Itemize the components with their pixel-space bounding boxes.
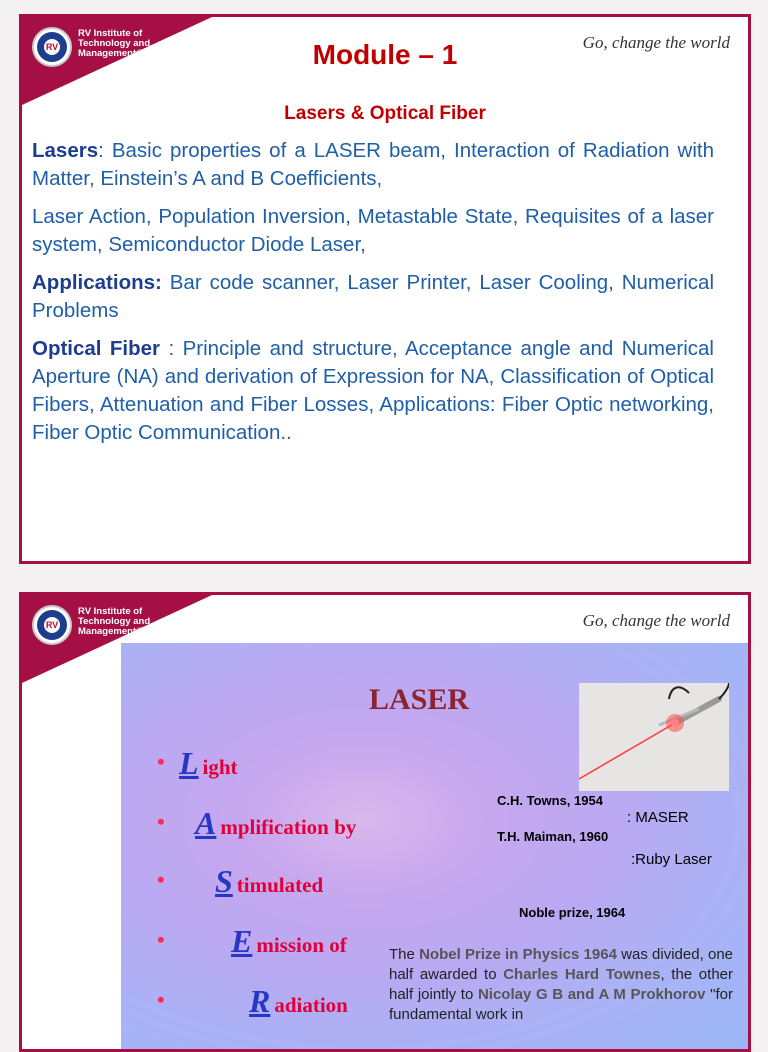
acronym-line-a: Amplification by xyxy=(195,805,357,841)
paragraph-applications: Applications: Bar code scanner, Laser Printer, Laser Cooling, Numerical Problems xyxy=(32,271,714,322)
bullet: • xyxy=(157,867,165,892)
laser-slide-panel xyxy=(121,643,751,1052)
slide-module-1 xyxy=(19,14,751,564)
slide-laser-acronym xyxy=(19,592,751,1052)
paragraph-laser-action: Laser Action, Population Inversion, Metastable State, Requisites of a laser system, Semiconductor Diode Laser, xyxy=(32,205,714,256)
note-maser: : MASER xyxy=(627,809,689,826)
laser-heading: LASER xyxy=(369,683,470,716)
note-ruby: :Ruby Laser xyxy=(631,851,712,868)
nobel-prize-text: The Nobel Prize in Physics 1964 was divided, one half awarded to Charles Hard Townes, the other half jointly to Nicolay G B and A M Prokhorov "for fundamental work in xyxy=(389,946,734,1023)
acronym-line-r: Radiation xyxy=(249,983,348,1019)
note-noble-prize: Noble prize, 1964 xyxy=(519,905,626,920)
laser-device-photo-icon xyxy=(579,683,729,791)
bullet: • xyxy=(157,987,165,1012)
page-subtitle: Lasers & Optical Fiber xyxy=(284,103,486,124)
note-maiman: T.H. Maiman, 1960 xyxy=(497,829,609,844)
paragraph-optical-fiber: Optical Fiber : Principle and structure, Acceptance angle and Numerical Aperture (NA) and derivation of Expression for NA, Classification of Optical Fibers, Attenuation and Fiber Losses, Applications: Fiber Optic networking, Fiber Optic Communication.. xyxy=(32,337,714,444)
acronym-line-l: Light xyxy=(179,745,238,781)
acronym-line-e: Emission of xyxy=(231,923,347,959)
bullet: • xyxy=(157,749,165,774)
bullet: • xyxy=(157,927,165,952)
acronym-line-s: Stimulated xyxy=(215,863,324,899)
page-title: Module – 1 xyxy=(312,39,458,70)
tagline: Go, change the world xyxy=(582,611,730,630)
bullet: • xyxy=(157,809,165,834)
institute-logo-icon: RV xyxy=(32,27,72,67)
tagline: Go, change the world xyxy=(582,33,730,52)
paragraph-lasers: Lasers: Basic properties of a LASER beam, Interaction of Radiation with Matter, Einstein’s A and B Coefficients, xyxy=(32,139,714,190)
note-towns: C.H. Towns, 1954 xyxy=(497,793,603,808)
institute-logo-icon: RV xyxy=(32,605,72,645)
institute-name: RV Institute of Technology and Management® xyxy=(78,28,151,59)
institute-name: RV Institute of Technology and Management® xyxy=(78,606,151,637)
syllabus-content xyxy=(32,137,714,457)
